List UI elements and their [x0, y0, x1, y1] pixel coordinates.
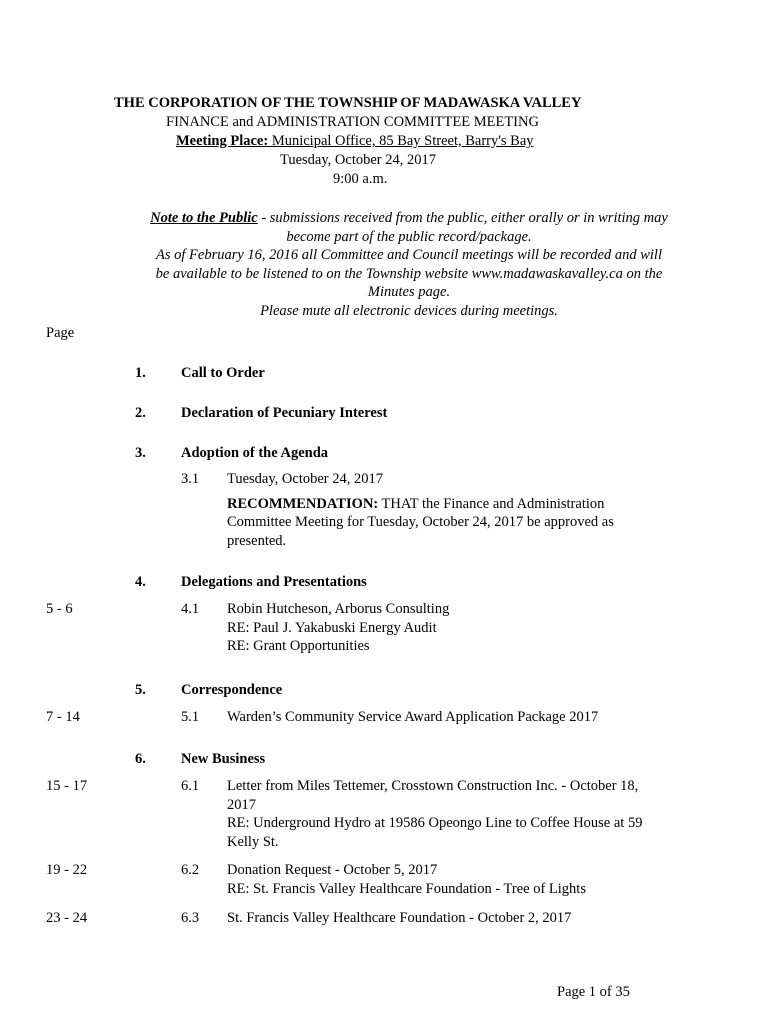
page-range: 23 - 24: [46, 910, 88, 926]
agenda-item-title: Delegations and Presentations: [181, 574, 367, 590]
sub-item-line: RE: St. Francis Valley Healthcare Foundation - Tree of Lights: [227, 880, 586, 897]
sub-item-line: Kelly St.: [227, 833, 279, 850]
agenda-item-number: 1.: [135, 365, 146, 381]
agenda-item-number: 3.: [135, 445, 146, 461]
agenda-item-number: 6.: [135, 751, 146, 767]
public-note-line: - submissions received from the public, either orally or in writing may: [257, 210, 668, 226]
sub-item-line: Warden’s Community Service Award Application Package 2017: [227, 709, 599, 725]
sub-item-number: 6.1: [181, 778, 200, 794]
document-title: THE CORPORATION OF THE TOWNSHIP OF MADAWASKA VALLEY: [114, 95, 582, 111]
public-note-line: Minutes page.: [367, 284, 451, 300]
meeting-place-label: Meeting Place:: [176, 133, 269, 149]
agenda-item-title: Call to Order: [181, 365, 265, 381]
public-note-label: Note to the Public: [150, 210, 258, 226]
sub-item-line: RE: Underground Hydro at 19586 Opeongo Line to Coffee House at 59: [227, 815, 643, 831]
page-footer: Page 1 of 35: [557, 984, 630, 1000]
recommendation-text: THAT the Finance and Administration: [378, 495, 605, 512]
sub-item-text: [227, 600, 667, 656]
sub-item-text: [227, 470, 667, 550]
recommendation-text: presented.: [227, 532, 287, 549]
page-range: 5 - 6: [46, 601, 73, 617]
public-note-line: As of February 16, 2016 all Committee and Council meetings will be recorded and will: [156, 247, 662, 263]
sub-item-line: Robin Hutcheson, Arborus Consulting: [227, 601, 450, 617]
agenda-item-title: Correspondence: [181, 682, 283, 698]
sub-item-text: [227, 708, 667, 727]
meeting-place-value: Municipal Office, 85 Bay Street, Barry's Bay: [268, 133, 534, 149]
sub-item-text: [227, 777, 667, 851]
sub-item-text: [227, 909, 667, 928]
sub-item-number: 4.1: [181, 601, 200, 617]
recommendation-label: RECOMMENDATION:: [227, 495, 379, 512]
public-note-line: become part of the public record/package.: [286, 228, 532, 245]
sub-item-line: RE: Grant Opportunities: [227, 638, 370, 654]
recommendation: [227, 495, 667, 514]
sub-item-number: 6.2: [181, 862, 200, 878]
page-range: 15 - 17: [46, 778, 88, 794]
meeting-time: 9:00 a.m.: [333, 171, 388, 187]
page-column-heading: Page: [46, 325, 75, 341]
sub-item-number: 6.3: [181, 910, 200, 926]
sub-item-number: 5.1: [181, 709, 200, 725]
page-range: 7 - 14: [46, 709, 80, 725]
sub-item-line: St. Francis Valley Healthcare Foundation - October 2, 2017: [227, 910, 572, 926]
meeting-place: [176, 132, 534, 151]
meeting-name: FINANCE and ADMINISTRATION COMMITTEE MEETING: [166, 114, 539, 130]
sub-item-line: Letter from Miles Tettemer, Crosstown Construction Inc. - October 18,: [227, 778, 639, 794]
agenda-item-number: 4.: [135, 574, 146, 590]
agenda-item-title: Declaration of Pecuniary Interest: [181, 405, 388, 421]
recommendation-text: Committee Meeting for Tuesday, October 24, 2017 be approved as: [227, 514, 614, 530]
sub-item-line: Donation Request - October 5, 2017: [227, 862, 438, 878]
agenda-item-number: 2.: [135, 405, 146, 421]
public-note-line: Please mute all electronic devices during meetings.: [260, 302, 558, 319]
public-note: [120, 209, 698, 320]
page-range: 19 - 22: [46, 862, 88, 878]
agenda-item-title: New Business: [181, 751, 266, 767]
sub-item-line: Tuesday, October 24, 2017: [227, 471, 383, 487]
sub-item-line: 2017: [227, 796, 256, 813]
sub-item-line: RE: Paul J. Yakabuski Energy Audit: [227, 619, 437, 636]
public-note-line: be available to be listened to on the Township website www.madawaskavalley.ca on the: [155, 265, 663, 282]
sub-item-number: 3.1: [181, 471, 200, 487]
sub-item-text: [227, 861, 667, 898]
agenda-item-number: 5.: [135, 682, 146, 698]
agenda-item-title: Adoption of the Agenda: [181, 445, 329, 461]
meeting-date: Tuesday, October 24, 2017: [280, 152, 436, 168]
